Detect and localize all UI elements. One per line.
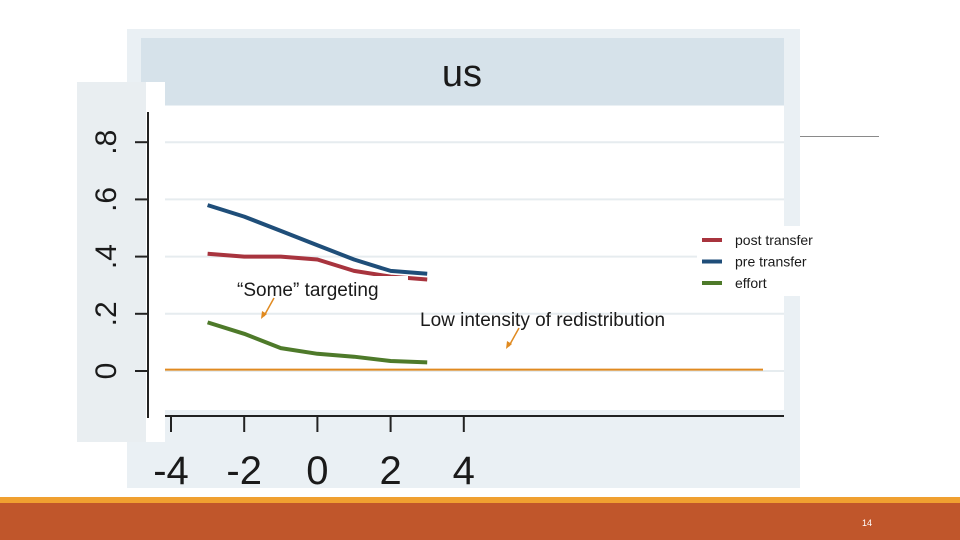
legend <box>697 226 813 296</box>
y-tick-label-0: 0 <box>90 362 123 380</box>
legend-label-effort: effort <box>735 275 767 291</box>
y-tick-label-3: .6 <box>90 186 123 212</box>
legend-label-post-transfer: post transfer <box>735 232 813 248</box>
y-tick-label-4: .8 <box>90 129 123 155</box>
x-tick-label-2: 0 <box>306 449 329 493</box>
x-tick-label-3: 2 <box>379 449 402 493</box>
decorative-rule <box>800 136 879 137</box>
footer-bar <box>0 503 960 540</box>
chart-title: us <box>441 53 483 95</box>
legend-label-pre-transfer: pre transfer <box>735 253 807 270</box>
annotation-low-intensity-text: Low intensity of redistribution <box>420 310 666 331</box>
x-tick-label-0: -4 <box>153 449 189 493</box>
page-number: 14 <box>862 518 873 528</box>
y-tick-label-1: .2 <box>90 301 123 327</box>
y-tick-label-2: .4 <box>90 244 123 270</box>
x-tick-label-1: -2 <box>226 449 262 493</box>
x-tick-label-4: 4 <box>452 449 475 493</box>
annotation-targeting-text: “Some” targeting <box>237 280 379 301</box>
